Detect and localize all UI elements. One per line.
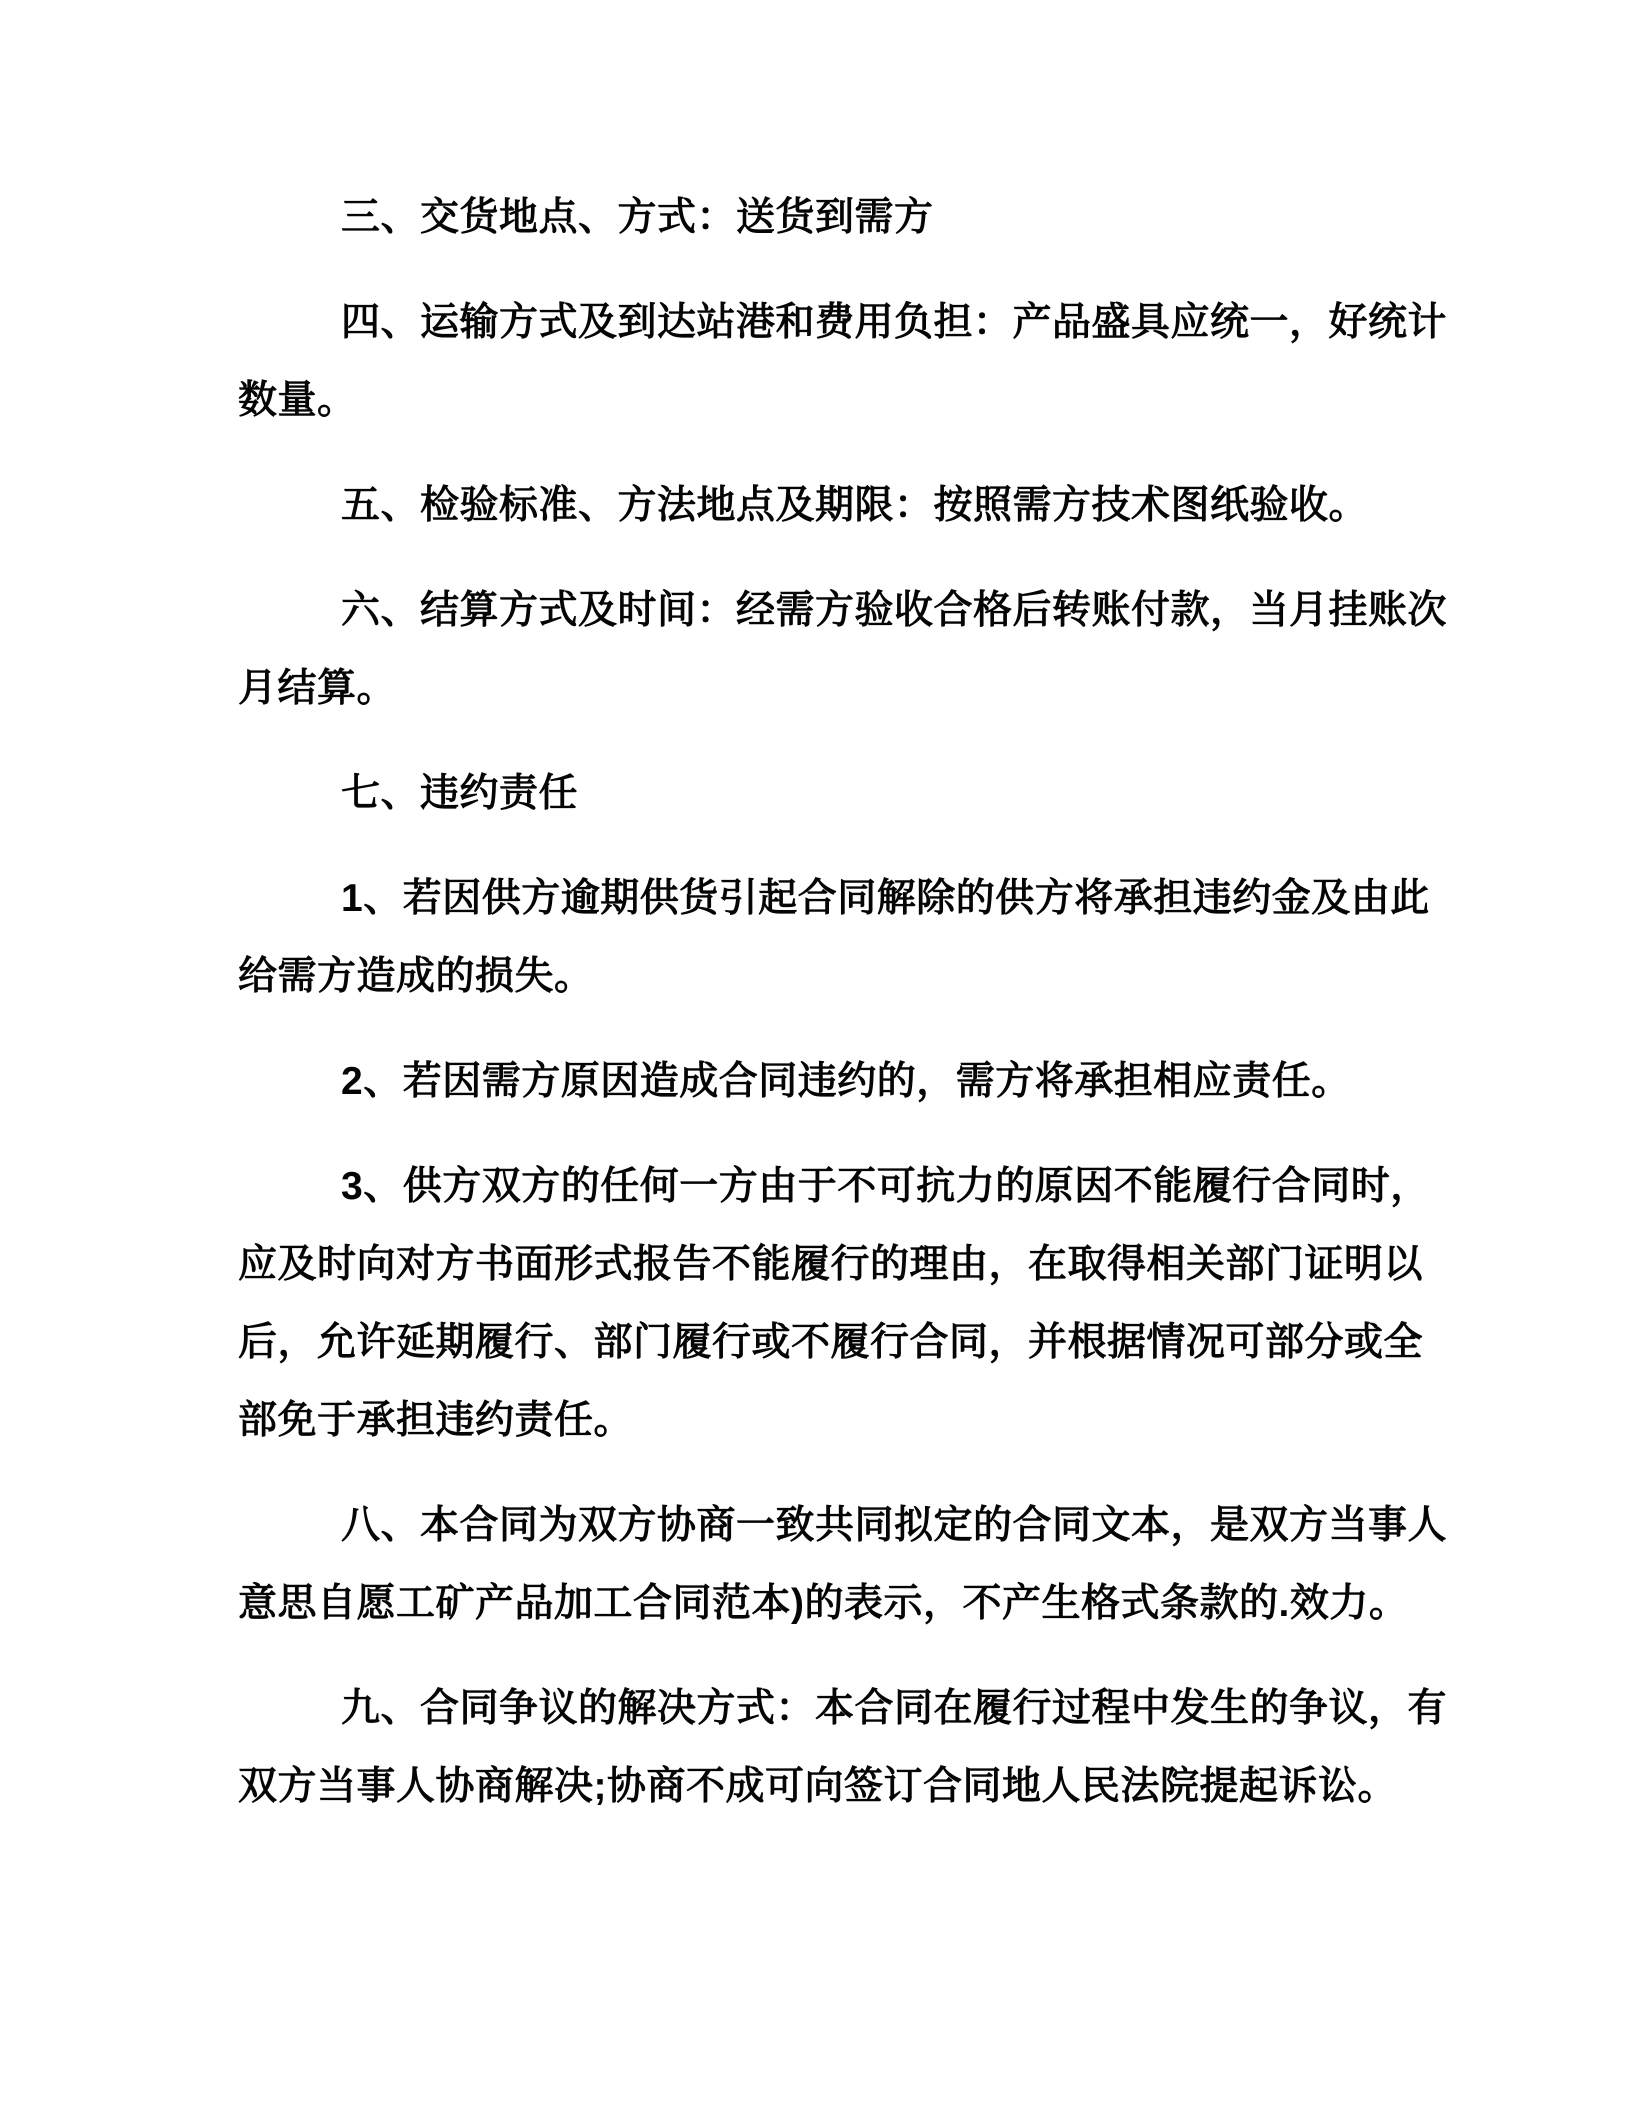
text-line: 给需方造成的损失。: [238, 955, 594, 998]
paragraph: [238, 179, 1438, 257]
text-line: 七、违约责任: [341, 772, 579, 815]
text-line: 应及时向对方书面形式报告不能履行的理由，在取得相关部门证明以: [238, 1243, 1424, 1286]
text-line: 后，允许延期履行、部门履行或不履行合同，并根据情况可部分或全: [238, 1321, 1424, 1364]
text-line: 八、本合同为双方协商一致共同拟定的合同文本，是双方当事人: [341, 1504, 1448, 1547]
text-line: 3、供方双方的任何一方由于不可抗力的原因不能履行合同时，: [341, 1165, 1430, 1208]
paragraph: [238, 284, 1448, 440]
paragraph: [238, 860, 1438, 1016]
text-line: 九、合同争议的解决方式：本合同在履行过程中发生的争议，有: [341, 1687, 1448, 1730]
text-line: 2、若因需方原因造成合同违约的，需方将承担相应责任。: [341, 1060, 1351, 1103]
paragraph: [238, 1043, 1438, 1121]
text-line: 月结算。: [238, 667, 397, 710]
text-line: 1、若因供方逾期供货引起合同解除的供方将承担违约金及由此: [341, 877, 1430, 920]
text-line: 数量。: [238, 379, 357, 422]
text-line: 五、检验标准、方法地点及期限：按照需方技术图纸验收。: [341, 484, 1369, 527]
text-line: 四、运输方式及到达站港和费用负担：产品盛具应统一，好统计: [341, 301, 1448, 344]
paragraph: [238, 1148, 1438, 1460]
text-line: 部免于承担违约责任。: [238, 1399, 634, 1442]
paragraph: [238, 467, 1438, 545]
paragraph: [238, 755, 1438, 833]
document-content: [238, 179, 1448, 1853]
paragraph: [238, 1670, 1448, 1826]
text-line: 三、交货地点、方式：送货到需方: [341, 196, 934, 239]
text-line: 六、结算方式及时间：经需方验收合格后转账付款，当月挂账次: [341, 589, 1448, 632]
paragraph: [238, 572, 1448, 728]
text-line: 意思自愿工矿产品加工合同范本)的表示，不产生格式条款的.效力。: [238, 1582, 1409, 1625]
text-line: 双方当事人协商解决;协商不成可向签订合同地人民法院提起诉讼。: [238, 1765, 1397, 1808]
paragraph: [238, 1487, 1448, 1643]
